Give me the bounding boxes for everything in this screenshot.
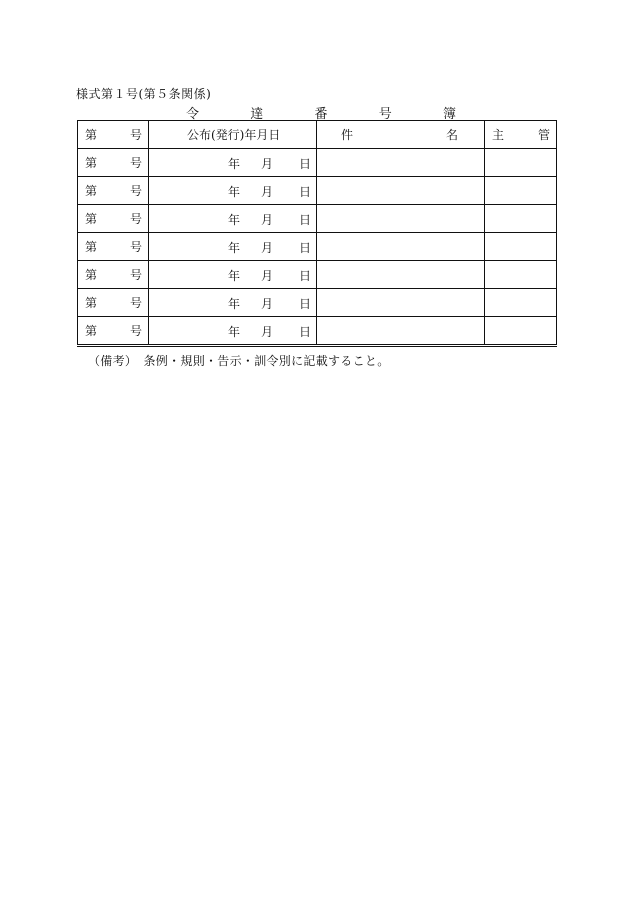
- number-cell[interactable]: 第 号: [78, 177, 149, 205]
- department-cell[interactable]: [485, 149, 557, 177]
- date-cell[interactable]: 年 月 日: [149, 205, 317, 233]
- register-table: [77, 120, 557, 347]
- table-row: [78, 289, 557, 317]
- header-subject: 件 名: [317, 121, 485, 149]
- date-cell[interactable]: 年 月 日: [149, 149, 317, 177]
- subject-cell[interactable]: [317, 177, 485, 205]
- form-label: 様式第１号(第５条関係): [76, 87, 212, 101]
- department-cell[interactable]: [485, 289, 557, 317]
- table-row: [78, 317, 557, 346]
- subject-cell[interactable]: [317, 205, 485, 233]
- table-row: [78, 205, 557, 233]
- date-cell[interactable]: 年 月 日: [149, 261, 317, 289]
- department-cell[interactable]: [485, 233, 557, 261]
- header-row: [78, 121, 557, 149]
- number-cell[interactable]: 第 号: [78, 205, 149, 233]
- department-cell[interactable]: [485, 205, 557, 233]
- title-char: 号: [378, 107, 392, 122]
- title-char: 達: [250, 107, 264, 122]
- table-row: [78, 261, 557, 289]
- date-cell[interactable]: 年 月 日: [149, 177, 317, 205]
- subject-cell[interactable]: [317, 317, 485, 346]
- table-row: [78, 177, 557, 205]
- header-number: 第 号: [78, 121, 149, 149]
- table-row: [78, 233, 557, 261]
- number-cell[interactable]: 第 号: [78, 233, 149, 261]
- header-date: 公布(発行)年月日: [149, 121, 317, 149]
- number-cell[interactable]: 第 号: [78, 317, 149, 346]
- number-cell[interactable]: 第 号: [78, 289, 149, 317]
- title-char: 簿: [442, 107, 456, 122]
- department-cell[interactable]: [485, 317, 557, 346]
- remarks-note: （備考） 条例・規則・告示・訓令別に記載すること。: [88, 354, 390, 368]
- header-department: 主 管: [485, 121, 557, 149]
- table-row: [78, 149, 557, 177]
- number-cell[interactable]: 第 号: [78, 149, 149, 177]
- title-char: 番: [314, 107, 328, 122]
- subject-cell[interactable]: [317, 289, 485, 317]
- number-cell[interactable]: 第 号: [78, 261, 149, 289]
- subject-cell[interactable]: [317, 261, 485, 289]
- date-cell[interactable]: 年 月 日: [149, 233, 317, 261]
- subject-cell[interactable]: [317, 233, 485, 261]
- subject-cell[interactable]: [317, 149, 485, 177]
- date-cell[interactable]: 年 月 日: [149, 317, 317, 346]
- register-title: [186, 103, 456, 122]
- department-cell[interactable]: [485, 177, 557, 205]
- date-cell[interactable]: 年 月 日: [149, 289, 317, 317]
- department-cell[interactable]: [485, 261, 557, 289]
- title-char: 令: [186, 107, 200, 122]
